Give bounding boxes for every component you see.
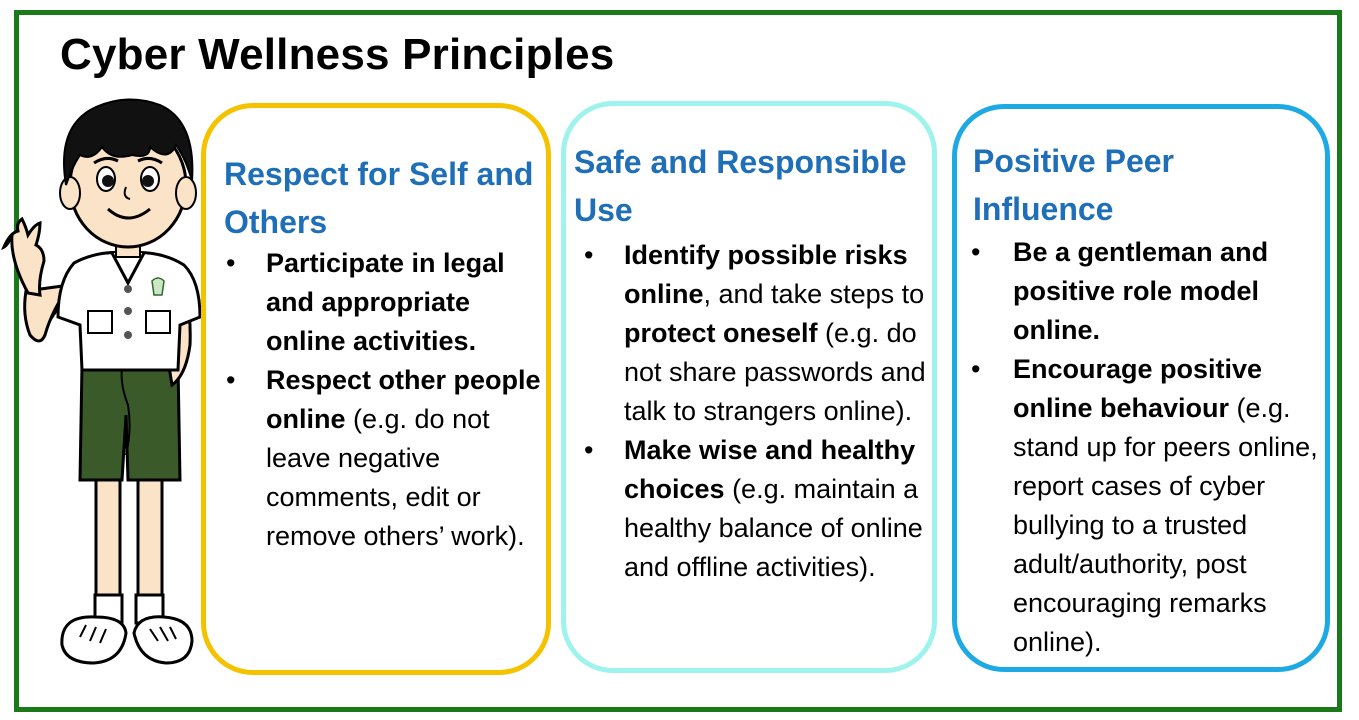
bullet-list bbox=[570, 236, 930, 587]
card-heading: Respect for Self and Others bbox=[224, 156, 534, 240]
bullet-item bbox=[570, 236, 930, 431]
card-heading: Positive Peer Influence bbox=[973, 143, 1174, 227]
bullet-list bbox=[957, 233, 1333, 662]
bullet-text-bold: protect oneself bbox=[624, 318, 818, 348]
bullet-item bbox=[957, 233, 1333, 350]
student-boy-waving-icon bbox=[0, 85, 215, 685]
principle-card-safe-use bbox=[561, 101, 937, 673]
bullet-text: (e.g. maintain a healthy balance of online and offline activities). bbox=[624, 474, 923, 582]
bullet-text-bold: Respect other people online bbox=[266, 365, 541, 434]
principle-card-peer-influence bbox=[952, 104, 1330, 672]
principle-card-respect bbox=[201, 103, 551, 675]
bullet-text-bold: Encourage positive online behaviour bbox=[1013, 354, 1263, 423]
bullet-item bbox=[957, 350, 1333, 662]
bullet-text-bold: Make wise and healthy choices bbox=[624, 435, 916, 504]
bullet-item bbox=[570, 431, 930, 587]
bullet-text: , and take steps to bbox=[703, 279, 925, 309]
bullet-item bbox=[212, 244, 550, 361]
bullet-text-bold: Be a gentleman and positive role model online. bbox=[1013, 237, 1269, 345]
bullet-text-bold: Identify possible risks online bbox=[624, 240, 908, 309]
bullet-item bbox=[212, 361, 550, 556]
bullet-text: (e.g. stand up for peers online, report cases of cyber bullying to a trusted adult/authority, post encouraging remarks online). bbox=[1013, 393, 1318, 657]
bullet-text: (e.g. do not leave negative comments, edit or remove others’ work). bbox=[266, 404, 525, 551]
bullet-text-bold: Participate in legal and appropriate online activities. bbox=[266, 248, 505, 356]
card-heading: Safe and Responsible Use bbox=[574, 144, 907, 228]
bullet-text: (e.g. do not share passwords and talk to strangers online). bbox=[624, 318, 926, 426]
page-title: Cyber Wellness Principles bbox=[60, 30, 615, 79]
bullet-list bbox=[212, 244, 550, 556]
